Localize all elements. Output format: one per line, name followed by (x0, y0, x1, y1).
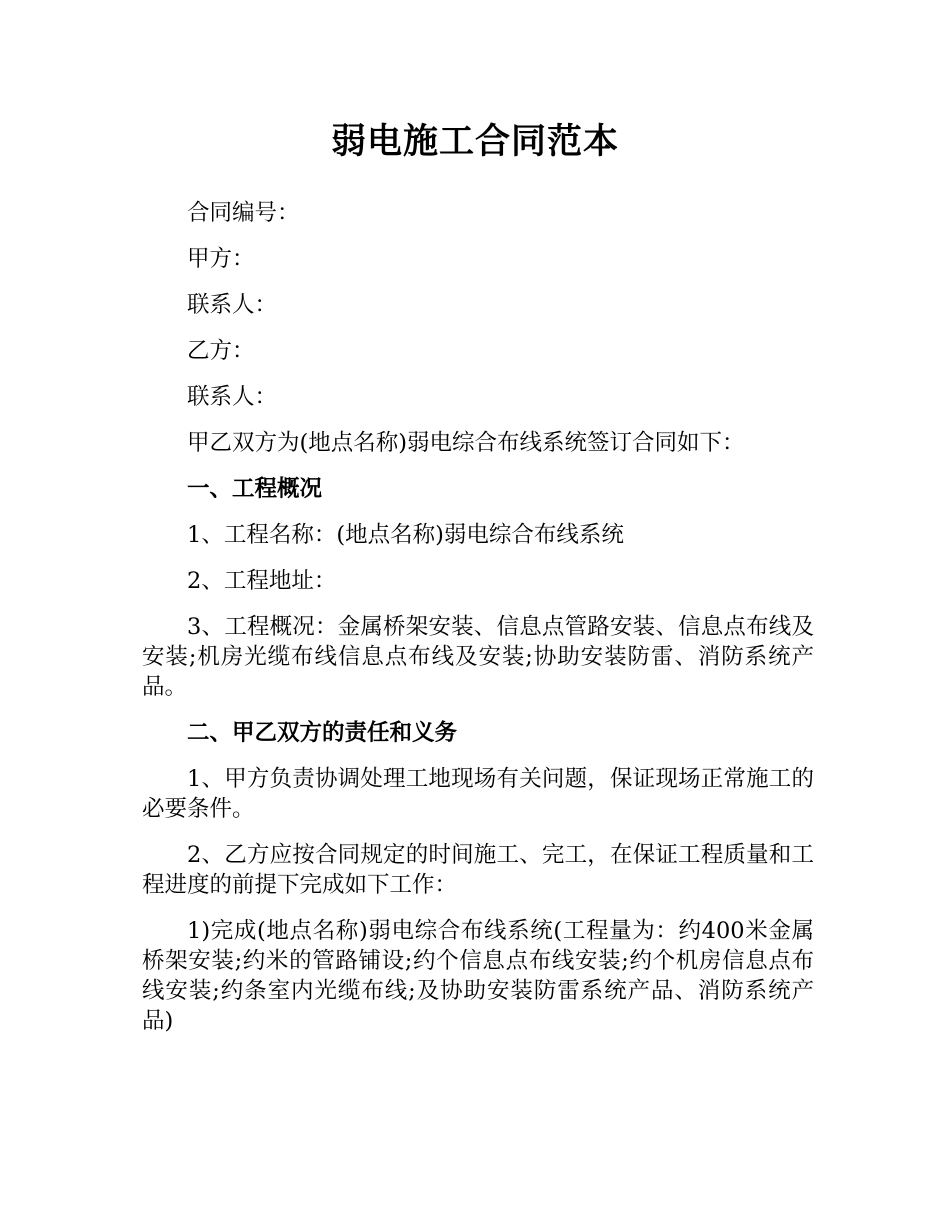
section-1-item-3: 3、工程概况：金属桥架安装、信息点管路安装、信息点布线及安装;机房光缆布线信息点布线及安装;协助安装防雷、消防系统产品。 (142, 614, 814, 700)
section-2-item-1: 1、甲方负责协调处理工地现场有关问题，保证现场正常施工的必要条件。 (142, 766, 814, 822)
section-2-item-2-sub-1: 1)完成(地点名称)弱电综合布线系统(工程量为：约400米金属桥架安装;约米的管路铺设;约个信息点布线安装;约个机房信息点布线安装;约条室内光缆布线;及协助安装防雷系统产品、消防系统产品) (142, 918, 814, 1034)
section-1-item-2: 2、工程地址： (187, 568, 337, 594)
field-party-b: 乙方： (187, 338, 255, 364)
section-2-item-2: 2、乙方应按合同规定的时间施工、完工，在保证工程质量和工程进度的前提下完成如下工作： (142, 842, 814, 898)
section-1-item-1: 1、工程名称：(地点名称)弱电综合布线系统 (187, 522, 624, 548)
field-contract-no: 合同编号： (187, 200, 300, 226)
document-title: 弱电施工合同范本 (330, 122, 619, 162)
field-party-a: 甲方： (187, 246, 255, 272)
document-body (142, 198, 814, 1052)
section-2-heading: 二、甲乙双方的责任和义务 (187, 720, 458, 746)
section-1-heading: 一、工程概况 (187, 476, 323, 502)
field-party-a-contact: 联系人： (187, 292, 278, 318)
intro-paragraph: 甲乙双方为(地点名称)弱电综合布线系统签订合同如下： (187, 430, 745, 456)
field-party-b-contact: 联系人： (187, 384, 278, 410)
